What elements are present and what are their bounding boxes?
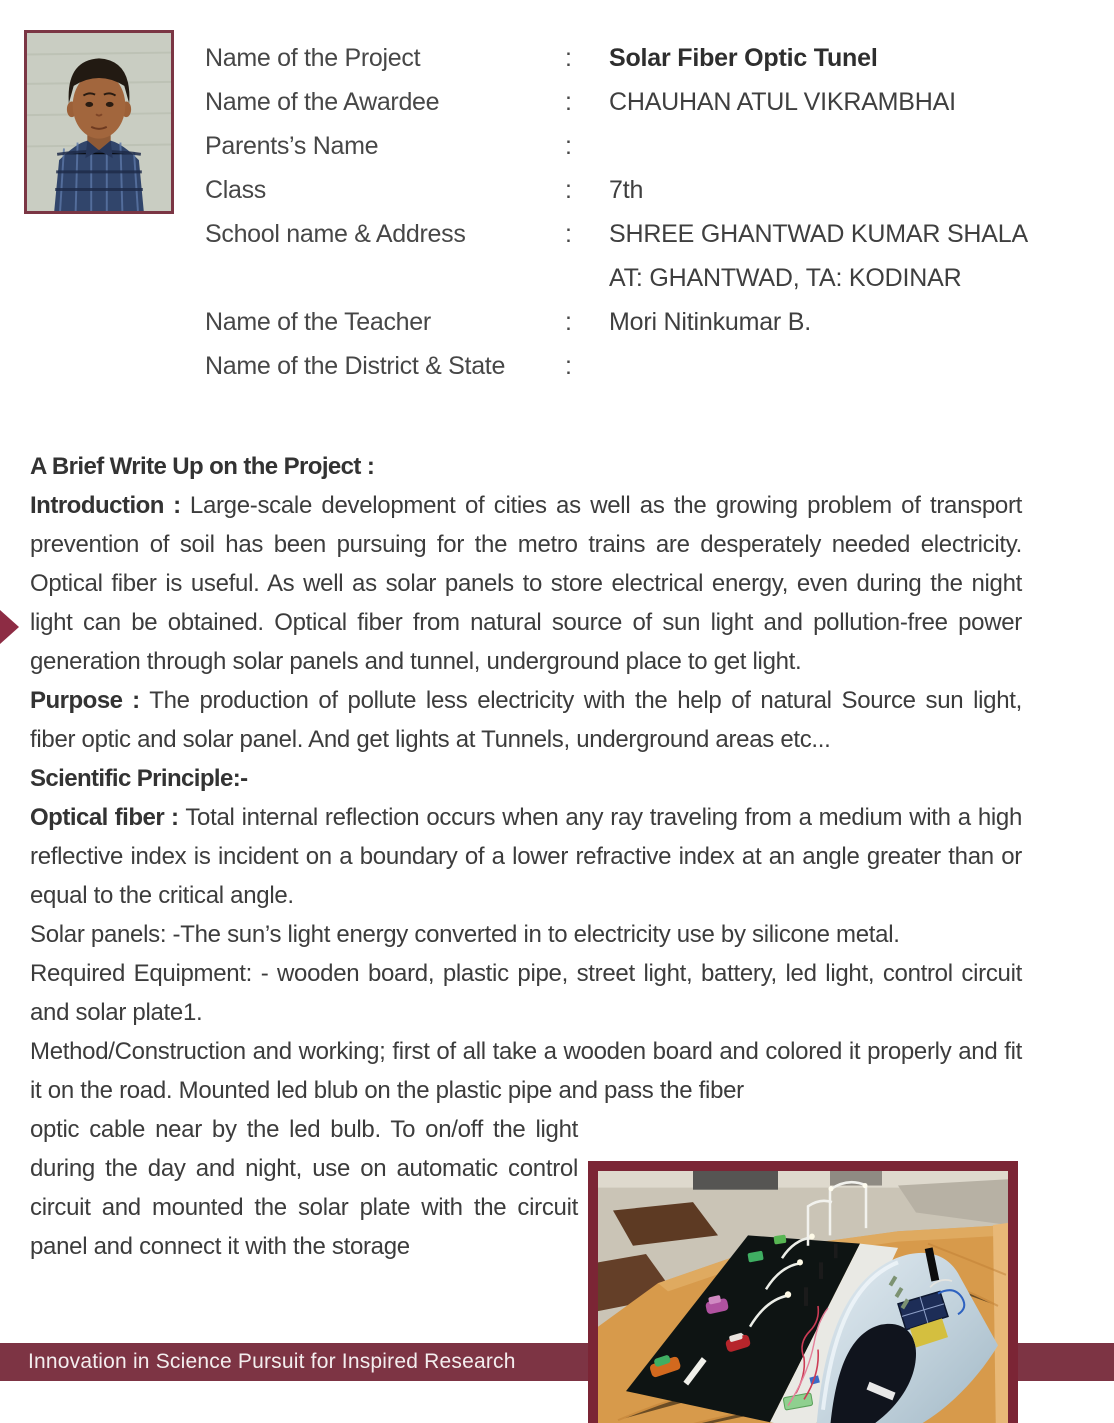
detail-label: Class bbox=[205, 175, 267, 204]
required-paragraph: Required Equipment: - wooden board, plastic pipe, street light, battery, led light, control circuit and solar plate1. bbox=[30, 960, 1022, 1026]
student-portrait-photo bbox=[24, 30, 174, 214]
detail-row-project bbox=[205, 36, 1085, 80]
detail-colon: : bbox=[565, 175, 572, 204]
detail-label: Name of the Project bbox=[205, 43, 421, 72]
detail-colon: : bbox=[565, 131, 572, 160]
detail-row-class bbox=[205, 168, 1085, 212]
detail-label: Name of the Awardee bbox=[205, 87, 440, 116]
project-model-photo bbox=[588, 1161, 1018, 1423]
purpose-lead: Purpose : bbox=[30, 687, 150, 714]
detail-value: Solar Fiber Optic Tunel bbox=[609, 43, 878, 72]
page-marker-arrow-icon bbox=[0, 610, 19, 644]
project-model-graphic bbox=[598, 1171, 1008, 1423]
purpose-text: The production of pollute less electricity with the help of natural Source sun light, fiber optic and solar panel. And get lights at Tunnels, underground areas etc... bbox=[30, 687, 1022, 753]
intro-paragraph bbox=[30, 486, 1022, 681]
detail-row-school bbox=[205, 212, 1085, 256]
detail-colon: : bbox=[565, 307, 572, 336]
detail-row-school-line2 bbox=[205, 256, 1085, 300]
detail-value: 7th bbox=[609, 175, 644, 204]
detail-label: Name of the District & State bbox=[205, 351, 506, 380]
detail-value: AT: GHANTWAD, TA: KODINAR bbox=[609, 263, 962, 292]
detail-value: SHREE GHANTWAD KUMAR SHALA bbox=[609, 219, 1028, 248]
detail-label: Name of the Teacher bbox=[205, 307, 431, 336]
detail-row-district bbox=[205, 344, 1085, 388]
principle-heading: Scientific Principle:- bbox=[30, 765, 248, 792]
writeup-section bbox=[30, 447, 1022, 1266]
optical-text: Total internal reflection occurs when any ray traveling from a medium with a high reflective index is incident on a boundary of a lower refractive index at an angle greater than or equal to the critical angle. bbox=[30, 804, 1022, 909]
purpose-paragraph bbox=[30, 681, 1022, 759]
intro-lead: Introduction : bbox=[30, 492, 190, 519]
optical-lead: Optical fiber : bbox=[30, 804, 186, 831]
method-paragraph-wrapped: optic cable near by the led bulb. To on/off the light during the day and night, use on automatic control circuit and mounted the solar plate with the circuit panel and connect it with the storage bbox=[30, 1116, 578, 1260]
optical-paragraph bbox=[30, 798, 1022, 915]
writeup-heading: A Brief Write Up on the Project : bbox=[30, 453, 375, 480]
detail-colon: : bbox=[565, 351, 572, 380]
detail-colon: : bbox=[565, 87, 572, 116]
method-paragraph-full: Method/Construction and working; first of all take a wooden board and colored it properly and fit it on the road. Mounted led blub on the plastic pipe and pass the fiber bbox=[30, 1038, 1022, 1104]
intro-text: Large-scale development of cities as well as the growing problem of transport prevention of soil has been pursuing for the metro trains are desperately needed electricity. Optical fiber is useful. As well as solar panels to store electrical energy, even during the night light can be obtained. Optical fiber from natural source of sun light and pollution-free power generation through solar panels and tunnel, underground place to get light. bbox=[30, 492, 1023, 675]
detail-value: Mori Nitinkumar B. bbox=[609, 307, 811, 336]
detail-value: CHAUHAN ATUL VIKRAMBHAI bbox=[609, 87, 956, 116]
detail-colon: : bbox=[565, 219, 572, 248]
student-portrait-graphic bbox=[27, 33, 171, 211]
detail-row-awardee bbox=[205, 80, 1085, 124]
project-details bbox=[205, 36, 1085, 388]
detail-label: Parents’s Name bbox=[205, 131, 379, 160]
detail-colon: : bbox=[565, 43, 572, 72]
footer-slogan: Innovation in Science Pursuit for Inspired Research bbox=[28, 1350, 516, 1373]
detail-label: School name & Address bbox=[205, 219, 466, 248]
solar-paragraph: Solar panels: -The sun’s light energy converted in to electricity use by silicone metal. bbox=[30, 921, 900, 948]
detail-row-teacher bbox=[205, 300, 1085, 344]
detail-row-parents bbox=[205, 124, 1085, 168]
